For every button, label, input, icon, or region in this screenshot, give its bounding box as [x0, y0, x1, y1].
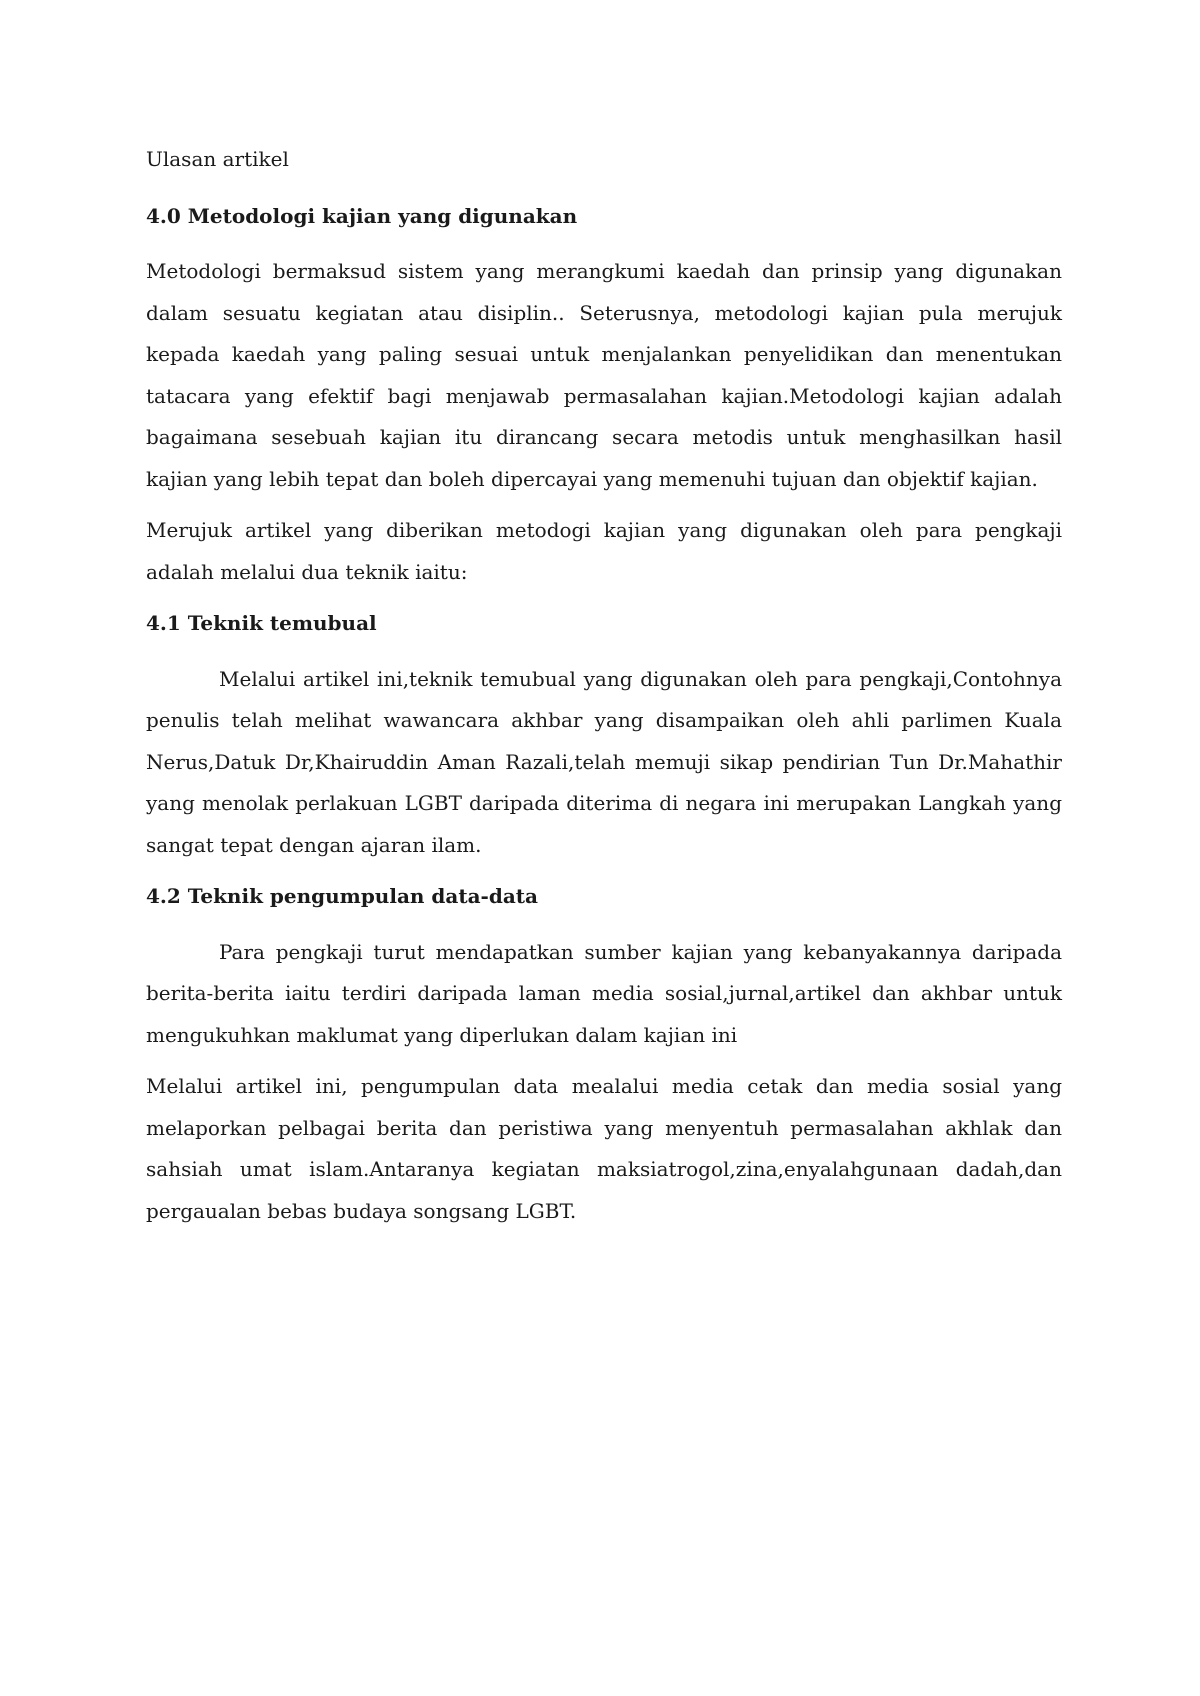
- paragraph-merujuk-artikel: Merujuk artikel yang diberikan metodogi kajian yang digunakan oleh para pengkaji adalah melalui dua teknik iaitu:: [146, 518, 1062, 584]
- document-label: Ulasan artikel: [146, 147, 289, 171]
- paragraph-metodologi-definition: Metodologi bermaksud sistem yang merangkumi kaedah dan prinsip yang digunakan dalam sesuatu kegiatan atau disiplin.. Seterusnya, metodologi kajian pula merujuk kepada kaedah yang paling sesuai untuk menjalankan penyelidikan dan menentukan tatacara yang efektif bagi menjawab permasalahan kajian.Metodologi kajian adalah bagaimana sesebuah kajian itu dirancang secara metodis untuk menghasilkan hasil kajian yang lebih tepat dan boleh dipercayai yang memenuhi tujuan dan objektif kajian.: [146, 259, 1062, 491]
- paragraph-teknik-temubual: Melalui artikel ini,teknik temubual yang digunakan oleh para pengkaji,Contohnya penulis telah melihat wawancara akhbar yang disampaikan oleh ahli parlimen Kuala Nerus,Datuk Dr,Khairuddin Aman Razali,telah memuji sikap pendirian Tun Dr.Mahathir yang menolak perlakuan LGBT daripada diterima di negara ini merupakan Langkah yang sangat tepat dengan ajaran ilam.: [146, 666, 1062, 857]
- section-heading-4-1: 4.1 Teknik temubual: [146, 611, 377, 635]
- paragraph-melalui-artikel: Melalui artikel ini, pengumpulan data mealalui media cetak dan media sosial yang melaporkan pelbagai berita dan peristiwa yang menyentuh permasalahan akhlak dan sahsiah umat islam.Antaranya kegiatan maksiatrogol,zina,enyalahgunaan dadah,dan pergaualan bebas budaya songsang LGBT.: [146, 1074, 1062, 1223]
- paragraph-para-pengkaji: Para pengkaji turut mendapatkan sumber kajian yang kebanyakannya daripada berita-berita iaitu terdiri daripada laman media sosial,jurnal,artikel dan akhbar untuk mengukuhkan maklumat yang diperlukan dalam kajian ini: [146, 939, 1062, 1047]
- section-heading-4-2: 4.2 Teknik pengumpulan data-data: [146, 884, 538, 908]
- section-heading-4-0: 4.0 Metodologi kajian yang digunakan: [146, 203, 578, 228]
- document-body: [146, 139, 1062, 1242]
